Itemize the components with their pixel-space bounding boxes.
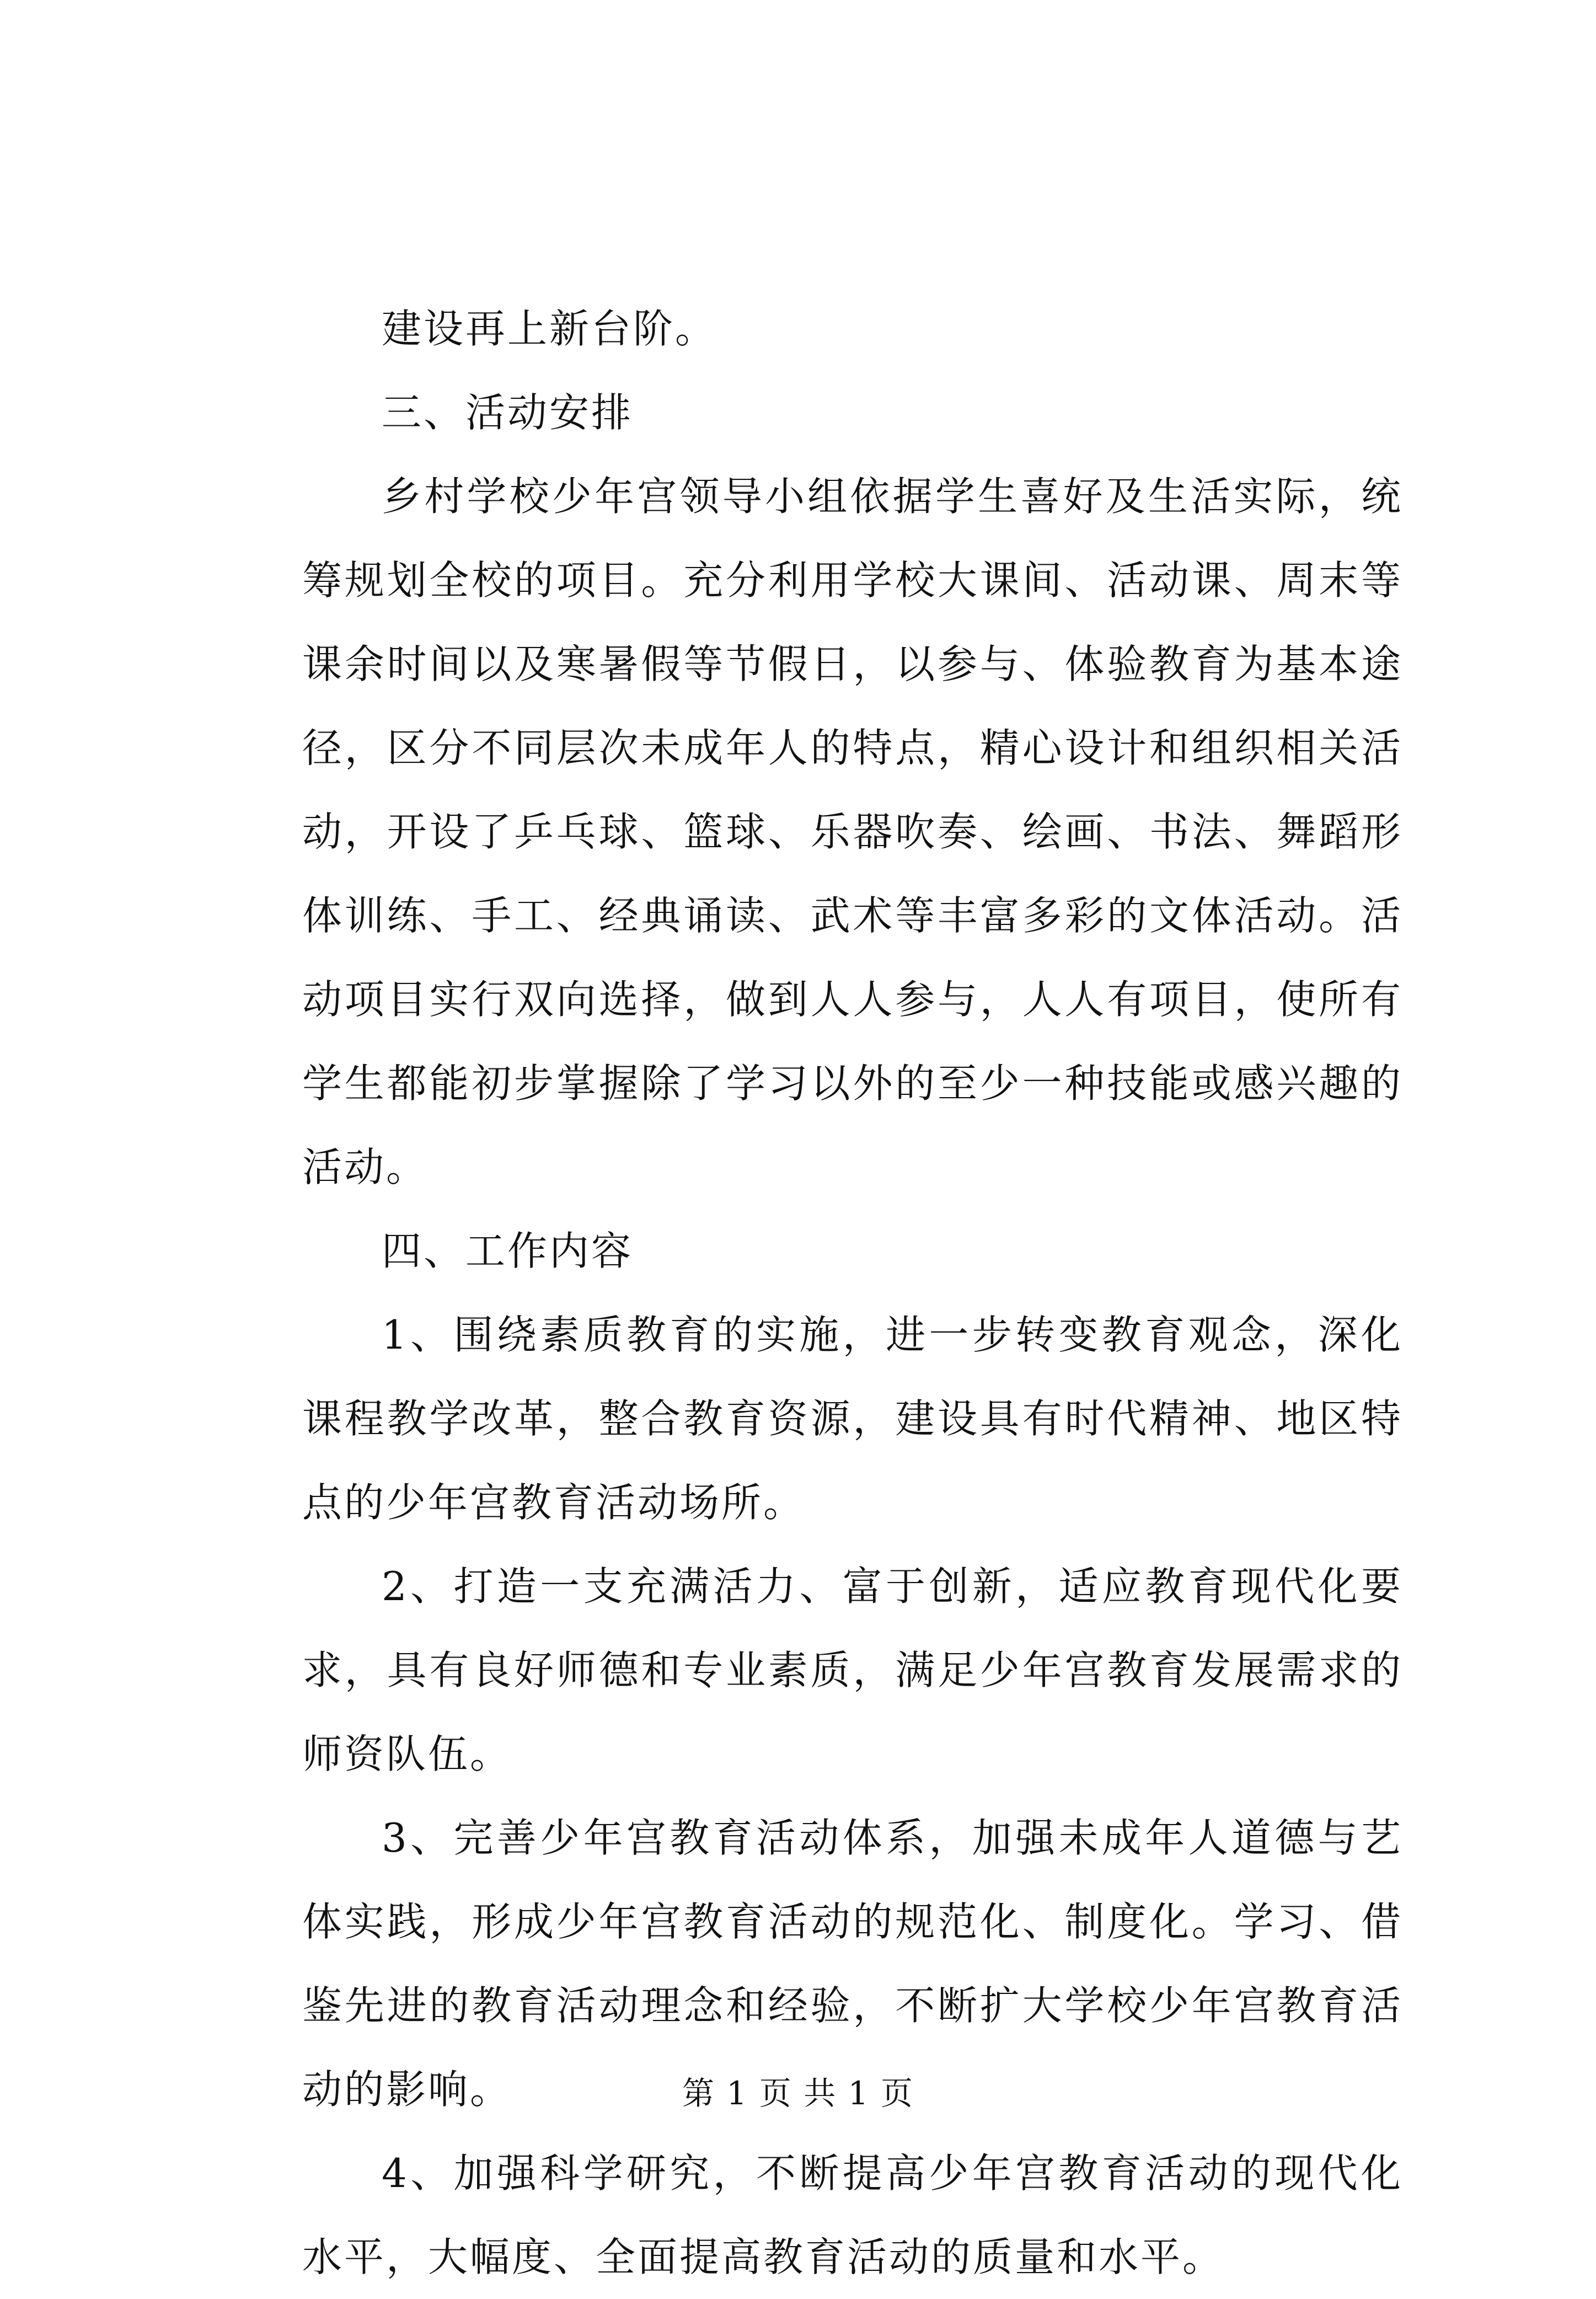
document-body [302,287,1403,2299]
paragraph-activity-arrangement: 乡村学校少年宫领导小组依据学生喜好及生活实际，统筹规划全校的项目。充分利用学校大课间、活动课、周末等课余时间以及寒暑假等节假日，以参与、体验教育为基本途径，区分不同层次未成年人的特点，精心设计和组织相关活动，开设了乒乓球、篮球、乐器吹奏、绘画、书法、舞蹈形体训练、手工、经典诵读、武术等丰富多彩的文体活动。活动项目实行双向选择，做到人人参与，人人有项目，使所有学生都能初步掌握除了学习以外的至少一种技能或感兴趣的活动。 [302,473,1403,1190]
paragraph-work-item-3: 3、完善少年宫教育活动体系，加强未成年人道德与艺体实践，形成少年宫教育活动的规范化、制度化。学习、借鉴先进的教育活动理念和经验，不断扩大学校少年宫教育活动的影响。 [302,1815,1403,2113]
paragraph-work-item-4: 4、加强科学研究，不断提高少年宫教育活动的现代化水平，大幅度、全面提高教育活动的质量和水平。 [302,2150,1403,2280]
paragraph-work-item-1: 1、围绕素质教育的实施，进一步转变教育观念，深化课程教学改革，整合教育资源，建设具有时代精神、地区特点的少年宫教育活动场所。 [302,1312,1403,1526]
heading-activity-arrangement: 三、活动安排 [382,389,634,436]
paragraph-work-item-2: 2、打造一支充满活力、富于创新，适应教育现代化要求，具有良好师德和专业素质，满足少年宫教育发展需求的师资队伍。 [302,1563,1403,1777]
heading-work-content: 四、工作内容 [382,1228,634,1274]
page-number-footer: 第 1 页 共 1 页 [682,2075,914,2112]
paragraph-continuation: 建设再上新台阶。 [382,306,717,352]
